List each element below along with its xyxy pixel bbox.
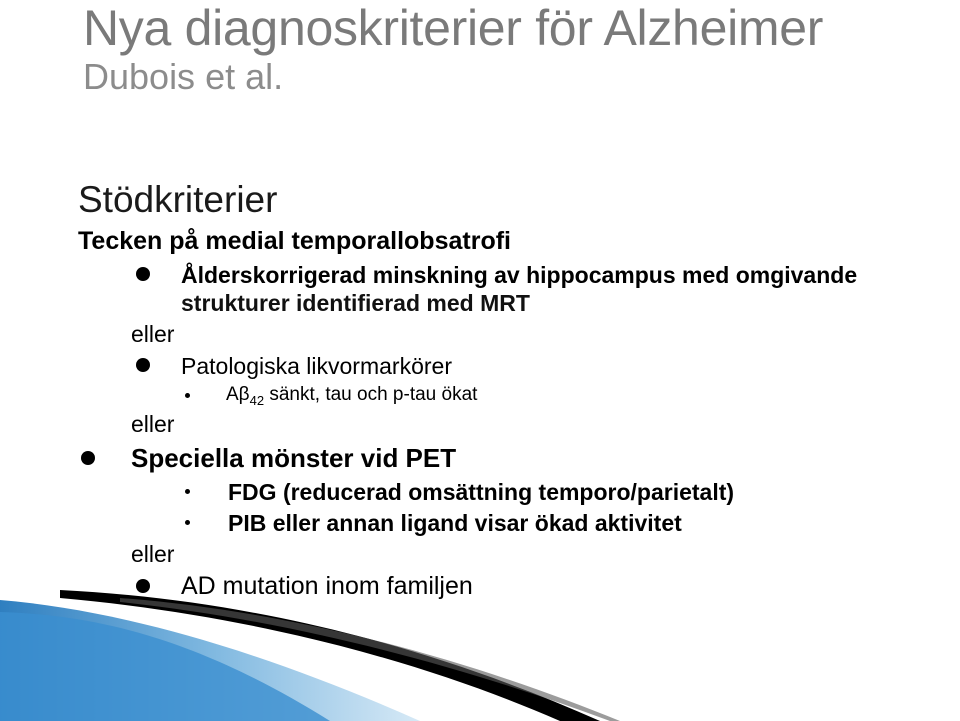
subheading: Tecken på medial temporallobsatrofi — [78, 227, 511, 255]
sub-bullet-dot — [185, 520, 190, 525]
pet-item-pib: PIB eller annan ligand visar ökad aktivitet — [228, 510, 682, 536]
bullet-dot — [136, 579, 150, 593]
sub-bullet-dot — [185, 393, 190, 398]
section-heading: Stödkriterier — [78, 179, 278, 220]
abeta-symbol: Aβ — [226, 384, 250, 405]
slide-subtitle: Dubois et al. — [83, 56, 284, 97]
bullet-dot — [136, 267, 150, 281]
abeta-subscript: 42 — [249, 393, 265, 408]
item2-sub-rest: sänkt, tau och p-tau ökat — [264, 384, 478, 405]
sub-bullet-dot — [185, 489, 190, 494]
pet-item-fdg: FDG (reducerad omsättning temporo/parietalt) — [228, 479, 735, 505]
item2-text: Patologiska likvormarkörer — [181, 353, 452, 379]
item1-line1: Ålderskorrigerad minskning av hippocampus med omgivande — [181, 262, 858, 288]
eller-text: eller — [131, 321, 175, 347]
bullet-dot — [81, 451, 95, 465]
eller-text: eller — [131, 541, 175, 567]
item3-text: Speciella mönster vid PET — [131, 443, 457, 473]
slide-title: Nya diagnoskriterier för Alzheimer — [83, 0, 824, 56]
item4-text: AD mutation inom familjen — [181, 572, 473, 600]
bullet-dot — [136, 358, 150, 372]
eller-text: eller — [131, 411, 175, 437]
item2-sub-text — [226, 383, 477, 413]
item1-line2: strukturer identifierad med MRT — [181, 290, 530, 316]
